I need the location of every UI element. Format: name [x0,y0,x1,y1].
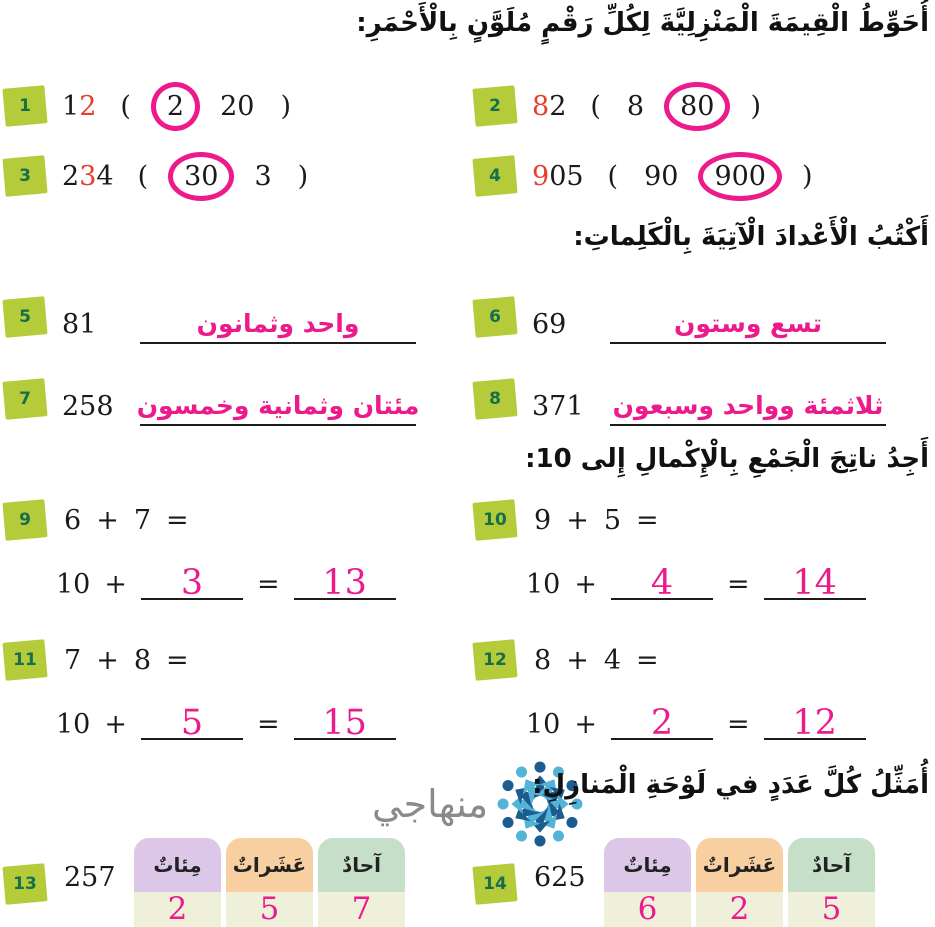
option: 20 [220,90,255,122]
complement-value: 5 [180,703,204,743]
item-badge [474,298,516,336]
manhaji-logo-text: منهاجي [372,782,489,826]
addend-b: 5 [603,504,621,536]
result-value: 14 [792,563,837,603]
addend-b: 8 [133,644,151,676]
exercise-item-13 [4,838,405,927]
close-paren: ) [750,90,762,122]
exercise-number: 371 [532,391,584,422]
open-paren: ( [607,160,619,192]
exercise-number [62,91,96,122]
result-blank [764,563,866,603]
option: 3 [254,160,272,192]
exercise-number: 625 [534,862,586,893]
complement-value: 3 [180,563,204,603]
exercise-item-7 [4,372,420,426]
item-badge [4,641,46,679]
exercise-item-2 [474,80,761,132]
exercise-item-10-expression [474,498,659,542]
plus-sign: + [566,504,589,536]
plus-sign: + [104,569,127,600]
complement-blank [611,703,713,743]
tens-header: عَشَراتٌ [696,838,783,892]
plus-sign: + [104,709,127,740]
place-value-table [604,838,875,927]
answer-line [610,309,886,344]
answer-words: واحد وثمانون [196,309,360,338]
place-value-table [134,838,405,927]
exercise-item-9-solution [56,548,396,603]
exercise-item-12-solution [526,688,866,743]
tens-value: 2 [696,892,783,927]
plus-sign: + [96,644,119,676]
exercise-number [532,91,566,122]
exercise-item-14 [474,838,875,927]
complement-blank [141,563,243,603]
sum-expression [534,505,659,536]
hundreds-header: مِئاتٌ [134,838,221,892]
result-blank [764,703,866,743]
sum-expression [534,645,659,676]
option-circled: 30 [168,152,234,201]
tens-column [696,838,783,927]
answer-options [120,91,291,122]
exercise-item-1 [4,80,291,132]
badge-number: 5 [19,307,31,327]
answer-options [608,161,813,192]
hundreds-column [134,838,221,927]
tens-value: 5 [226,892,313,927]
equals-sign: = [726,569,750,600]
item-badge [4,501,46,539]
equals-sign: = [636,504,659,536]
item-badge [474,157,516,195]
instruction-complete-to-ten: أَجِدُ ناتِجَ الْجَمْعِ بِالْإِكْمالِ إِلى 10: [525,444,929,474]
ten-label: 10 [56,709,91,740]
item-badge [474,380,516,418]
ten-label: 10 [526,709,561,740]
answer-line [136,391,420,426]
ones-header: آحادٌ [788,838,875,892]
plus-sign: + [574,709,597,740]
addend-a: 6 [64,504,82,536]
close-paren: ) [280,90,292,122]
answer-words: ثلاثمئة وواحد وسبعون [612,391,884,420]
complement-blank [141,703,243,743]
sum-expression [64,645,189,676]
badge-number: 10 [483,510,507,530]
exercise-item-5 [4,290,416,344]
exercise-item-3 [4,150,308,202]
result-value: 12 [792,703,837,743]
exercise-item-9-expression [4,498,189,542]
option-circled: 900 [698,152,782,201]
ones-value: 7 [318,892,405,927]
exercise-number [532,161,584,192]
exercise-item-6 [474,290,886,344]
exercise-item-11-solution [56,688,396,743]
badge-number: 3 [19,166,31,186]
close-paren: ) [297,160,309,192]
badge-number: 4 [489,166,501,186]
digit-red: 2 [79,90,97,122]
digit-black: 05 [549,160,584,192]
equals-sign: = [166,504,189,536]
digit-red: 3 [79,160,97,192]
complement-value: 2 [650,703,674,743]
badge-number: 7 [19,389,31,409]
badge-number: 12 [483,650,507,670]
hundreds-header: مِئاتٌ [604,838,691,892]
tens-column [226,838,313,927]
digit-black: 1 [62,90,80,122]
answer-words: تسع وستون [674,309,822,338]
digit-red: 9 [532,160,550,192]
equals-sign: = [636,644,659,676]
exercise-number [62,161,114,192]
addend-a: 8 [534,644,552,676]
digit-black: 4 [96,160,114,192]
answer-words: مئتان وثمانية وخمسون [136,391,420,420]
digit-black: 2 [62,160,80,192]
answer-options [590,91,761,122]
equals-sign: = [256,709,280,740]
badge-number: 8 [489,389,501,409]
addend-a: 9 [534,504,552,536]
item-badge [4,157,46,195]
answer-line [140,309,416,344]
exercise-item-12-expression [474,638,659,682]
badge-number: 14 [483,874,507,894]
equals-sign: = [726,709,750,740]
plus-sign: + [96,504,119,536]
badge-number: 9 [19,510,31,530]
answer-options [138,161,309,192]
ten-label: 10 [526,569,561,600]
exercise-item-11-expression [4,638,189,682]
badge-number: 1 [19,96,31,116]
equals-sign: = [166,644,189,676]
item-badge [4,298,46,336]
result-blank [294,563,396,603]
badge-number: 13 [13,874,37,894]
badge-number: 11 [13,650,37,670]
exercise-item-8 [474,372,886,426]
ones-value: 5 [788,892,875,927]
item-badge [474,87,516,125]
hundreds-value: 2 [134,892,221,927]
close-paren: ) [802,160,813,192]
open-paren: ( [590,90,601,122]
hundreds-value: 6 [604,892,691,927]
badge-number: 2 [489,96,501,116]
digit-black: 2 [549,90,567,122]
complement-blank [611,563,713,603]
exercise-item-10-solution [526,548,866,603]
open-paren: ( [137,160,149,192]
item-badge [474,501,516,539]
instruction-circle-place-value: أُحَوِّطُ الْقِيمَةَ الْمَنْزِلِيَّةَ لِكُلِّ رَقْمٍ مُلَوَّنٍ بِالْأَحْمَرِ: [356,8,929,38]
digit-red: 8 [532,90,550,122]
option: 90 [644,160,679,192]
addend-b: 4 [603,644,621,676]
item-badge [4,865,46,903]
badge-number: 6 [489,307,501,327]
ten-label: 10 [56,569,91,600]
ones-header: آحادٌ [318,838,405,892]
exercise-item-4 [474,150,813,202]
option: 8 [626,90,645,122]
tens-header: عَشَراتٌ [226,838,313,892]
ones-column [788,838,875,927]
item-badge [474,641,516,679]
exercise-number: 257 [64,862,116,893]
plus-sign: + [574,569,597,600]
option-circled: 2 [151,82,200,131]
exercise-number: 69 [532,309,567,340]
equals-sign: = [256,569,280,600]
complement-value: 4 [650,563,674,603]
plus-sign: + [566,644,589,676]
result-value: 15 [322,703,367,743]
exercise-number: 258 [62,391,114,422]
item-badge [4,380,46,418]
option-circled: 80 [664,82,730,131]
ones-column [318,838,405,927]
item-badge [474,865,516,903]
open-paren: ( [120,90,131,122]
sum-expression [64,505,189,536]
answer-line [610,391,886,426]
hundreds-column [604,838,691,927]
instruction-place-value-board: أُمَثِّلُ كُلَّ عَدَدٍ في لَوْحَةِ الْمَنازِلِ: [532,770,929,800]
result-blank [294,703,396,743]
addend-b: 7 [133,504,151,536]
item-badge [4,87,46,125]
result-value: 13 [322,563,367,603]
addend-a: 7 [64,644,82,676]
exercise-number: 81 [62,309,97,340]
instruction-write-words: أَكْتُبُ الْأَعْدادَ الْآتِيَةَ بِالْكَلِماتِ: [573,222,929,252]
